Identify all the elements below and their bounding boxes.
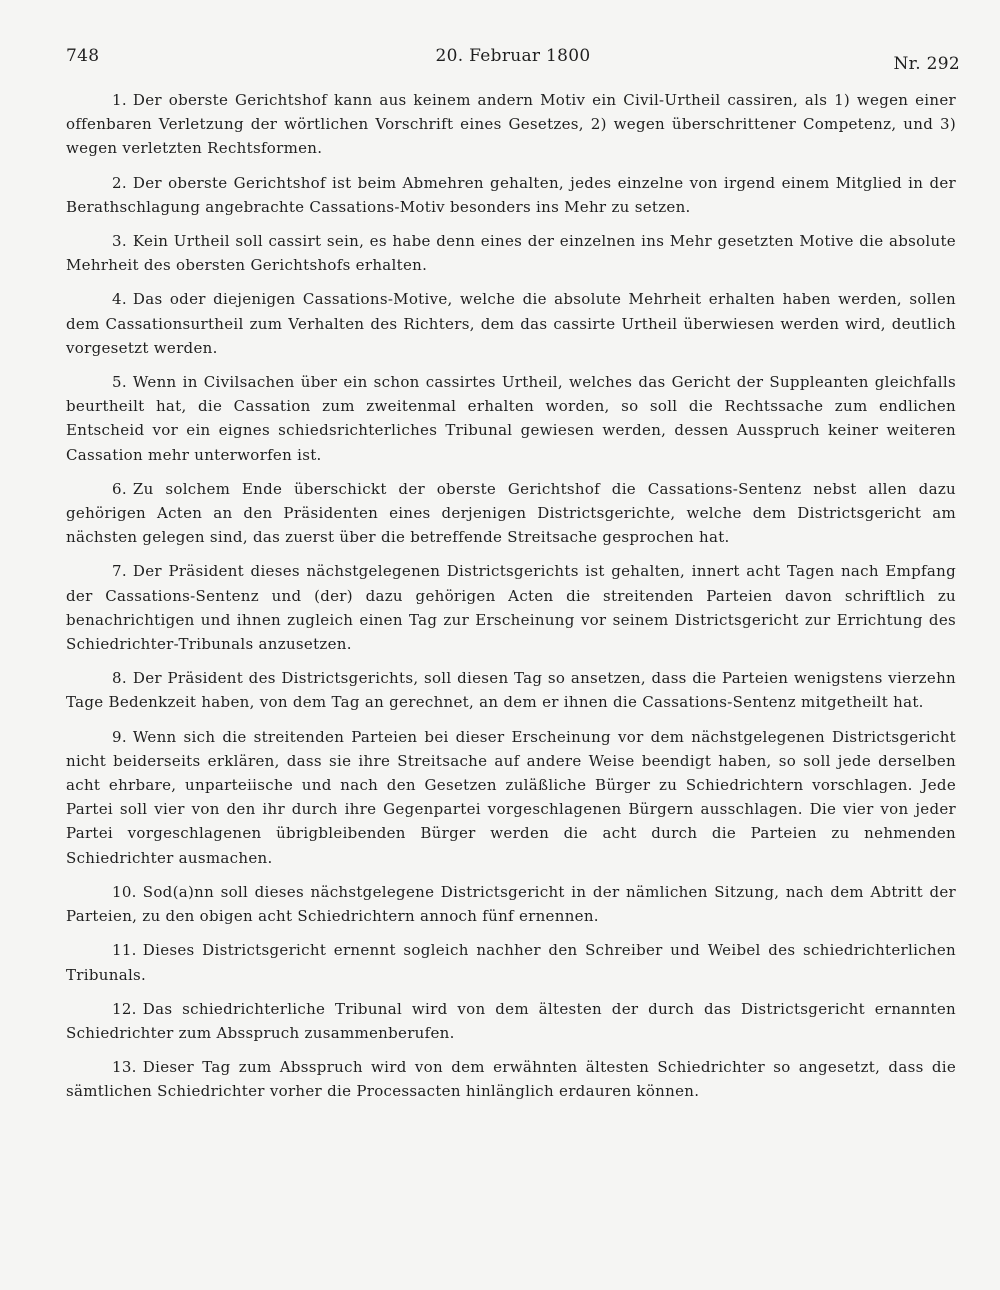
paragraph-number: 12.: [112, 999, 137, 1018]
paragraph-7: [66, 559, 956, 656]
paragraph-text: Der Präsident des Districtsgerichts, soll diesen Tag so ansetzen, dass die Parteien wenigstens vierzehn Tage Bedenkzeit haben, von dem Tag an gerechnet, an dem er ihnen die Cassations-Sentenz mitgetheilt hat.: [66, 669, 956, 712]
document-body: [66, 88, 956, 1114]
document-number: Nr. 292: [893, 54, 960, 74]
paragraph-text: Der oberste Gerichtshof kann aus keinem andern Motiv ein Civil-Urtheil cassiren, als 1) wegen einer offenbaren Verletzung der wörtlichen Vorschrift eines Gesetzes, 2) wegen überschrittener Competenz, und 3) wegen verletzten Rechtsformen.: [66, 91, 956, 158]
paragraph-number: 10.: [112, 882, 137, 901]
paragraph-number: 1.: [112, 91, 127, 109]
paragraph-number: 6.: [112, 479, 127, 498]
paragraph-12: [66, 997, 956, 1045]
paragraph-text: Das schiedrichterliche Tribunal wird von dem ältesten der durch das Districtsgericht ernannten Schiedrichter zum Absspruch zusammenberufen.: [66, 999, 956, 1042]
paragraph-text: Zu solchem Ende überschickt der oberste Gerichtshof die Cassations-Sentenz nebst allen dazu gehörigen Acten an den Präsidenten eines derjenigen Districtsgerichte, welche dem Districtsgericht am nächsten gelegen sind, das zuerst über die betreffende Streitsache gesprochen hat.: [66, 479, 956, 547]
document-date: 20. Februar 1800: [435, 46, 591, 66]
paragraph-number: 11.: [112, 941, 137, 960]
paragraph-number: 9.: [112, 727, 127, 746]
paragraph-4: [66, 287, 956, 360]
paragraph-10: [66, 880, 956, 928]
paragraph-number: 5.: [112, 373, 127, 392]
paragraph-number: 8.: [112, 669, 127, 688]
paragraph-13: [66, 1055, 956, 1103]
paragraph-number: 13.: [112, 1058, 137, 1077]
paragraph-1: [66, 88, 956, 161]
paragraph-number: 3.: [112, 232, 127, 251]
paragraph-text: Wenn sich die streitenden Parteien bei dieser Erscheinung vor dem nächstgelegenen Districtsgericht nicht beiderseits erklären, dass sie ihre Streitsache auf andere Weise beendigt haben, so soll jede derselben acht ehrbare, unparteiische und nach den Gesetzen zuläßliche Bürger zu Schiedrichtern vorschlagen. Jede Partei soll vier von den ihr durch ihre Gegenpartei vorgeschlagenen Bürgern ausschlagen. Die vier von jeder Partei vorgeschlagenen übrigbleibenden Bürger werden die acht durch die Parteien zu nehmenden Schiedrichter ausmachen.: [66, 727, 956, 867]
paragraph-3: [66, 229, 956, 277]
paragraph-11: [66, 938, 956, 986]
paragraph-number: 7.: [112, 562, 127, 581]
paragraph-text: Der Präsident dieses nächstgelegenen Districtsgerichts ist gehalten, innert acht Tagen nach Empfang der Cassations-Sentenz und (der) dazu gehörigen Acten die streitenden Parteien davon schriftlich zu benachrichtigen und ihnen zugleich einen Tag zur Erscheinung vor seinem Districtsgericht zur Errichtung des Schiedrichter-Tribunals anzusetzen.: [66, 562, 956, 654]
paragraph-9: [66, 725, 956, 870]
paragraph-6: [66, 477, 956, 550]
paragraph-text: Der oberste Gerichtshof ist beim Abmehren gehalten, jedes einzelne von irgend einem Mitglied in der Berathschlagung angebrachte Cassations-Motiv besonders ins Mehr zu setzen.: [66, 173, 956, 216]
paragraph-text: Kein Urtheil soll cassirt sein, es habe denn eines der einzelnen ins Mehr gesetzten Motive die absolute Mehrheit des obersten Gerichtshofs erhalten.: [66, 232, 956, 275]
paragraph-number: 4.: [112, 290, 127, 309]
paragraph-text: Wenn in Civilsachen über ein schon cassirtes Urtheil, welches das Gericht der Suppleanten gleichfalls beurtheilt hat, die Cassation zum zweitenmal erhalten worden, so soll die Rechtssache zum endlichen Entscheid vor ein eignes schiedsrichterliches Tribunal gewiesen werden, dessen Ausspruch keiner weiteren Cassation mehr unterworfen ist.: [66, 373, 956, 464]
paragraph-5: [66, 370, 956, 467]
paragraph-text: Dieser Tag zum Absspruch wird von dem erwähnten ältesten Schiedrichter so angesetzt, dass die sämtlichen Schiedrichter vorher die Processacten hinlänglich erdauren können.: [66, 1058, 956, 1101]
paragraph-2: [66, 171, 956, 219]
paragraph-text: Sod(a)nn soll dieses nächstgelegene Districtsgericht in der nämlichen Sitzung, nach dem Abtritt der Parteien, zu den obigen acht Schiedrichtern annoch fünf ernennen.: [66, 882, 956, 926]
paragraph-text: Das oder diejenigen Cassations-Motive, welche die absolute Mehrheit erhalten haben werden, sollen dem Cassationsurtheil zum Verhalten des Richters, dem das cassirte Urtheil überwiesen werden wird, deutlich vorgesetzt werden.: [66, 290, 956, 357]
paragraph-number: 2.: [112, 173, 127, 192]
paragraph-text: Dieses Districtsgericht ernennt sogleich nachher den Schreiber und Weibel des schiedrichterlichen Tribunals.: [66, 941, 956, 984]
page-number: 748: [66, 46, 100, 66]
page-header: [66, 46, 960, 76]
paragraph-8: [66, 666, 956, 714]
